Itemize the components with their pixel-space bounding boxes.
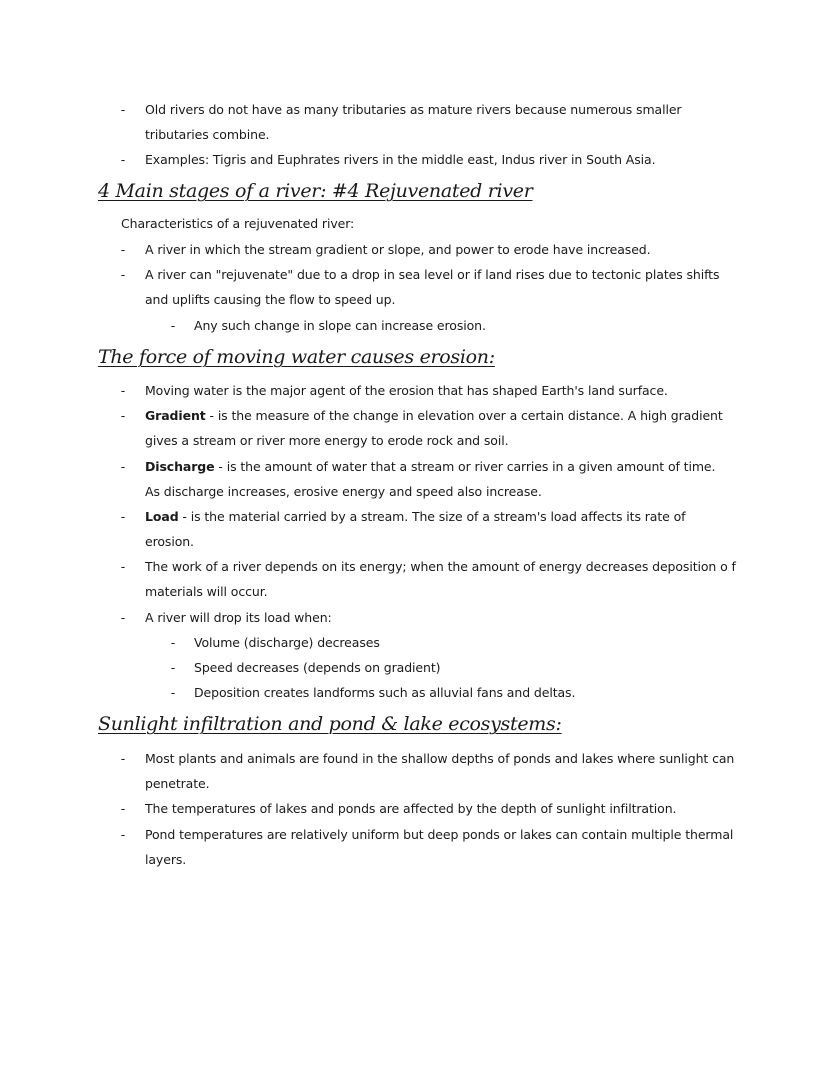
- bullet-continuation: tributaries combine.: [145, 127, 270, 142]
- bullet-dash: -: [120, 827, 126, 842]
- bullet-dash: -: [120, 383, 126, 398]
- definition-text: - is the material carried by a stream. The size of a stream's load affects its rate of: [178, 509, 686, 524]
- bullet-text: Moving water is the major agent of the erosion that has shaped Earth's land surface.: [145, 383, 668, 398]
- sub-bullet-text: Deposition creates landforms such as alluvial fans and deltas.: [194, 685, 576, 700]
- term-load: Load: [145, 509, 179, 524]
- bullet-text: Old rivers do not have as many tributaries as mature rivers because numerous smaller: [145, 102, 682, 117]
- bullet-continuation: gives a stream or river more energy to erode rock and soil.: [145, 433, 509, 448]
- bullet-dash: -: [170, 318, 176, 333]
- sub-bullet-text: Volume (discharge) decreases: [194, 635, 380, 650]
- bullet-text: A river in which the stream gradient or slope, and power to erode have increased.: [145, 242, 651, 257]
- definition-text: - is the amount of water that a stream or river carries in a given amount of time.: [214, 459, 716, 474]
- section-heading-rejuvenated: 4 Main stages of a river: #4 Rejuvenated river: [98, 180, 533, 202]
- bullet-dash: -: [120, 267, 126, 282]
- bullet-text: A river can "rejuvenate" due to a drop in sea level or if land rises due to tectonic plates shifts: [145, 267, 720, 282]
- bullet-text: A river will drop its load when:: [145, 610, 332, 625]
- bullet-continuation: and uplifts causing the flow to speed up.: [145, 292, 396, 307]
- bullet-dash: -: [120, 559, 126, 574]
- bullet-text: Pond temperatures are relatively uniform but deep ponds or lakes can contain multiple thermal: [145, 827, 734, 842]
- bullet-text: Most plants and animals are found in the shallow depths of ponds and lakes where sunlight can: [145, 751, 735, 766]
- bullet-dash: -: [120, 509, 126, 524]
- bullet-dash: -: [120, 751, 126, 766]
- term-gradient: Gradient: [145, 408, 206, 423]
- bullet-dash: -: [120, 459, 126, 474]
- bullet-dash: -: [120, 801, 126, 816]
- section-heading-moving-water: The force of moving water causes erosion:: [98, 346, 495, 368]
- bullet-continuation: penetrate.: [145, 776, 210, 791]
- bullet-dash: -: [120, 408, 126, 423]
- bullet-dash: -: [120, 242, 126, 257]
- bullet-dash: -: [120, 610, 126, 625]
- bullet-dash: -: [170, 660, 176, 675]
- definition-text: - is the measure of the change in elevation over a certain distance. A high gradient: [205, 408, 723, 423]
- bullet-text: Examples: Tigris and Euphrates rivers in the middle east, Indus river in South Asia.: [145, 152, 656, 167]
- bullet-continuation: As discharge increases, erosive energy and speed also increase.: [145, 484, 542, 499]
- bullet-text: The temperatures of lakes and ponds are affected by the depth of sunlight infiltration.: [145, 801, 677, 816]
- bullet-dash: -: [170, 635, 176, 650]
- section-intro: Characteristics of a rejuvenated river:: [121, 216, 355, 231]
- bullet-continuation: layers.: [145, 852, 187, 867]
- bullet-continuation: erosion.: [145, 534, 194, 549]
- bullet-text: The work of a river depends on its energy; when the amount of energy decreases deposition o f: [145, 559, 736, 574]
- sub-bullet-text: Speed decreases (depends on gradient): [194, 660, 441, 675]
- bullet-continuation: materials will occur.: [145, 584, 268, 599]
- bullet-dash: -: [120, 152, 126, 167]
- bullet-dash: -: [170, 685, 176, 700]
- bullet-dash: -: [120, 102, 126, 117]
- section-heading-sunlight: Sunlight infiltration and pond & lake ecosystems:: [98, 713, 562, 735]
- term-discharge: Discharge: [145, 459, 215, 474]
- sub-bullet-text: Any such change in slope can increase erosion.: [194, 318, 486, 333]
